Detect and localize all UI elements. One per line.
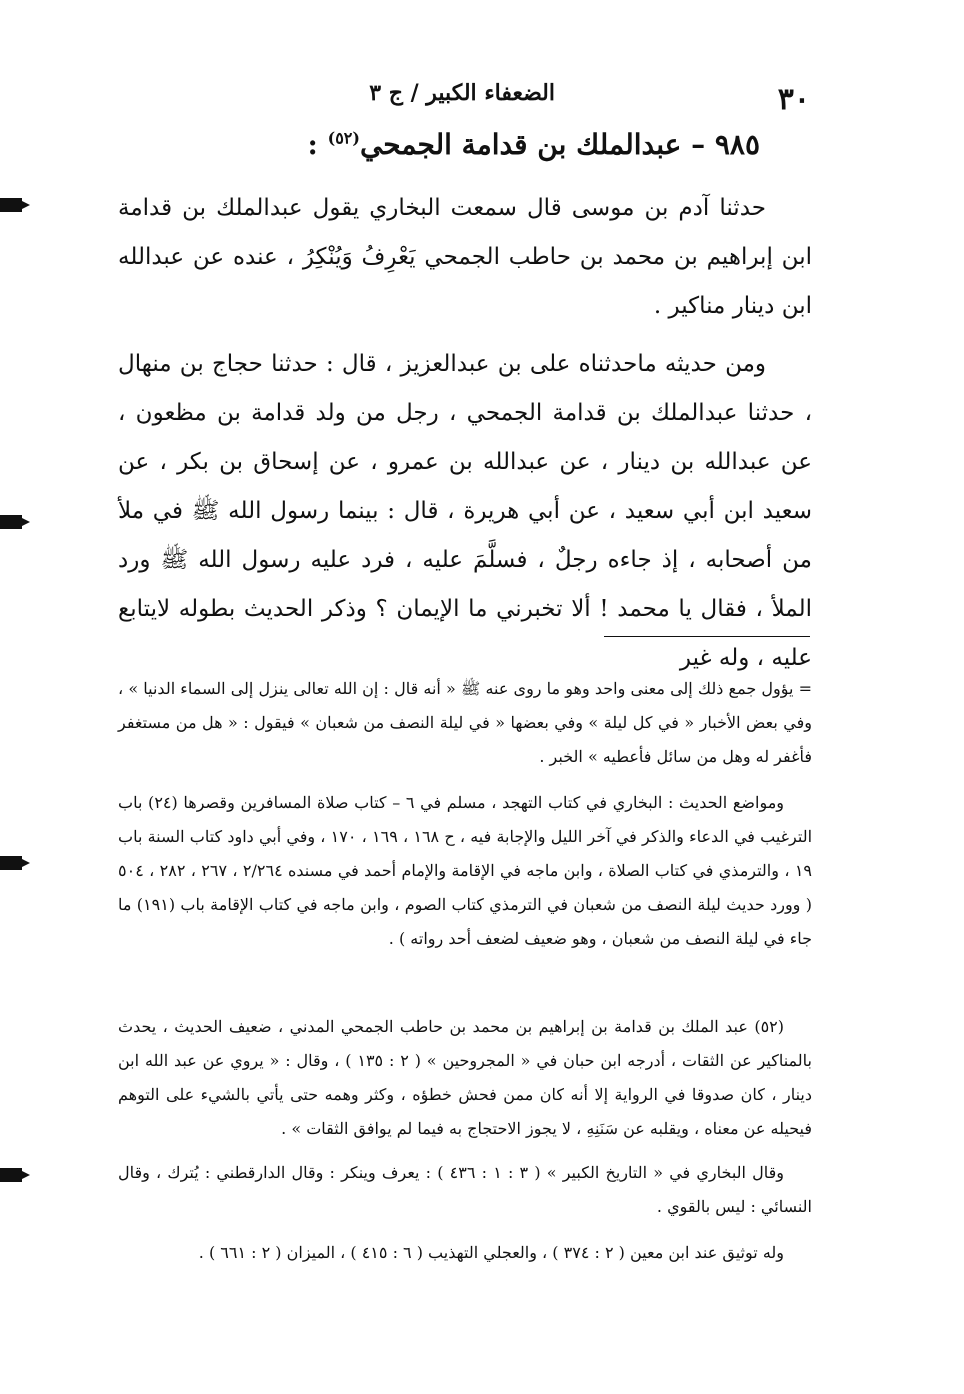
page-number: ٣٠ — [777, 82, 810, 117]
paragraph-text: ومن حديثه ماحدثناه على بن عبدالعزيز ، قال : حدثنا حجاج بن منهال ، حدثنا عبدالملك بن قدامة الجمحي ، رجل من ولد قدامة بن مظعون ، عن عبدالله بن دينار ، عن عبدالله بن عمرو ، عن إسحاق بن بكر ، عن سعيد ابن أبي سعيد ، عن أبي هريرة ، قال : بينما رسول الله ﷺ في ملأ من أصحابه ، إذ جاءه رجلٌ ، فسلَّمَ عليه ، فرد عليه رسول الله ﷺ ورد الملأ ، فقال يا محمد ! ألا تخبرني ما الإيمان ؟ وذكر الحديث بطوله لايتابع عليه ، وله غير — [118, 351, 812, 671]
footnote-continuation — [118, 672, 812, 774]
entry-number-and-name: ٩٨٥ – عبدالملك بن قدامة الجمحي — [359, 128, 760, 161]
footnote-hadith-sources — [118, 786, 812, 956]
page-header — [120, 80, 810, 120]
footnote-reference: (٥٢) — [327, 128, 360, 148]
footnote-text: (٥٢) عبد الملك بن قدامة بن إبراهيم بن محمد بن حاطب الجمحي المدني ، ضعيف الحديث ، يحدث بالمناكير عن الثقات ، أدرجه ابن حبان في « المجروحين » ( ٢ : ١٣٥ ) ، وقال : « يروي عن عبد الله ابن دينار ، كان صدوقا في الرواية إلا أنه كان ممن فحش خطؤه ، وكثر وهمه حتى يأتي بالشيء على التوهم فيحيله عن معناه ، ويقلبه عن سَنَنِهِ ، لا يجوز الاحتجاج به فيما لم يوافق الثقات » . — [118, 1017, 812, 1138]
footnote-text: ومواضع الحديث : البخاري في كتاب التهجد ، مسلم في ٦ – كتاب صلاة المسافرين وقصرها (٢٤) باب الترغيب في الدعاء والذكر في آخر الليل والإجابة فيه ، ح ١٦٨ ، ١٦٩ ، ١٧٠ ، وفي أبي داود كتاب السنة باب ١٩ ، والترمذي في كتاب الصلاة ، وابن ماجه في الإقامة والإمام أحمد في مسنده ٢/٢٦٤ ، ٢٦٧ ، ٢٨٢ ، ٥٠٤ ( وورد حديث ليلة النصف من شعبان في الترمذي كتاب الصوم ، وابن ماجه في كتاب الإقامة باب (١٩١) ما جاء في ليلة النصف من شعبان ، وهو ضعيف لضعف أحد رواته ) . — [118, 793, 813, 948]
footnote-separator — [604, 636, 810, 637]
footnote-text: وقال البخاري في « التاريخ الكبير » ( ٣ : ١ : ٤٣٦ ) : يعرف وينكر : وقال الدارقطني : يُترك ، وقال النسائي : ليس بالقوي . — [118, 1163, 812, 1216]
footnote-bukhari — [118, 1156, 812, 1224]
running-title: الضعفاء الكبير / ج ٣ — [369, 80, 555, 106]
heading-colon: : — [307, 128, 328, 161]
footnote-text: = يؤول جمع ذلك إلى معنى واحد وهو ما روى عنه ﷺ « أنه قال : إن الله تعالى ينزل إلى السماء الدنيا » ، وفي بعض الأخبار « في كل ليلة » وفي بعضها « في ليلة النصف من شعبان » فيقول : « هل من مستغفر فأغفر له وهل من سائل فأعطيه » الخبر . — [118, 679, 812, 766]
footnote-tawthiq — [118, 1236, 812, 1270]
entry-heading — [307, 128, 760, 161]
body-paragraph-1 — [118, 184, 812, 331]
scan-edge-mark — [0, 198, 22, 212]
paragraph-text: حدثنا آدم بن موسى قال سمعت البخاري يقول عبدالملك بن قدامة ابن إبراهيم بن محمد بن حاطب الجمحي يَعْرِفُ وَيُنْكِرُ ، عنده عن عبدالله ابن دينار مناكير . — [118, 195, 812, 319]
scan-edge-mark — [0, 856, 22, 870]
footnote-52 — [118, 1010, 812, 1146]
body-paragraph-2 — [118, 340, 812, 683]
footnote-text: وله توثيق عند ابن معين ( ٢ : ٣٧٤ ) ، والعجلي التهذيب ( ٦ : ٤١٥ ) ، الميزان ( ٢ : ٦٦١ ) . — [198, 1243, 784, 1262]
scan-edge-mark — [0, 515, 22, 529]
scan-edge-mark — [0, 1168, 22, 1182]
